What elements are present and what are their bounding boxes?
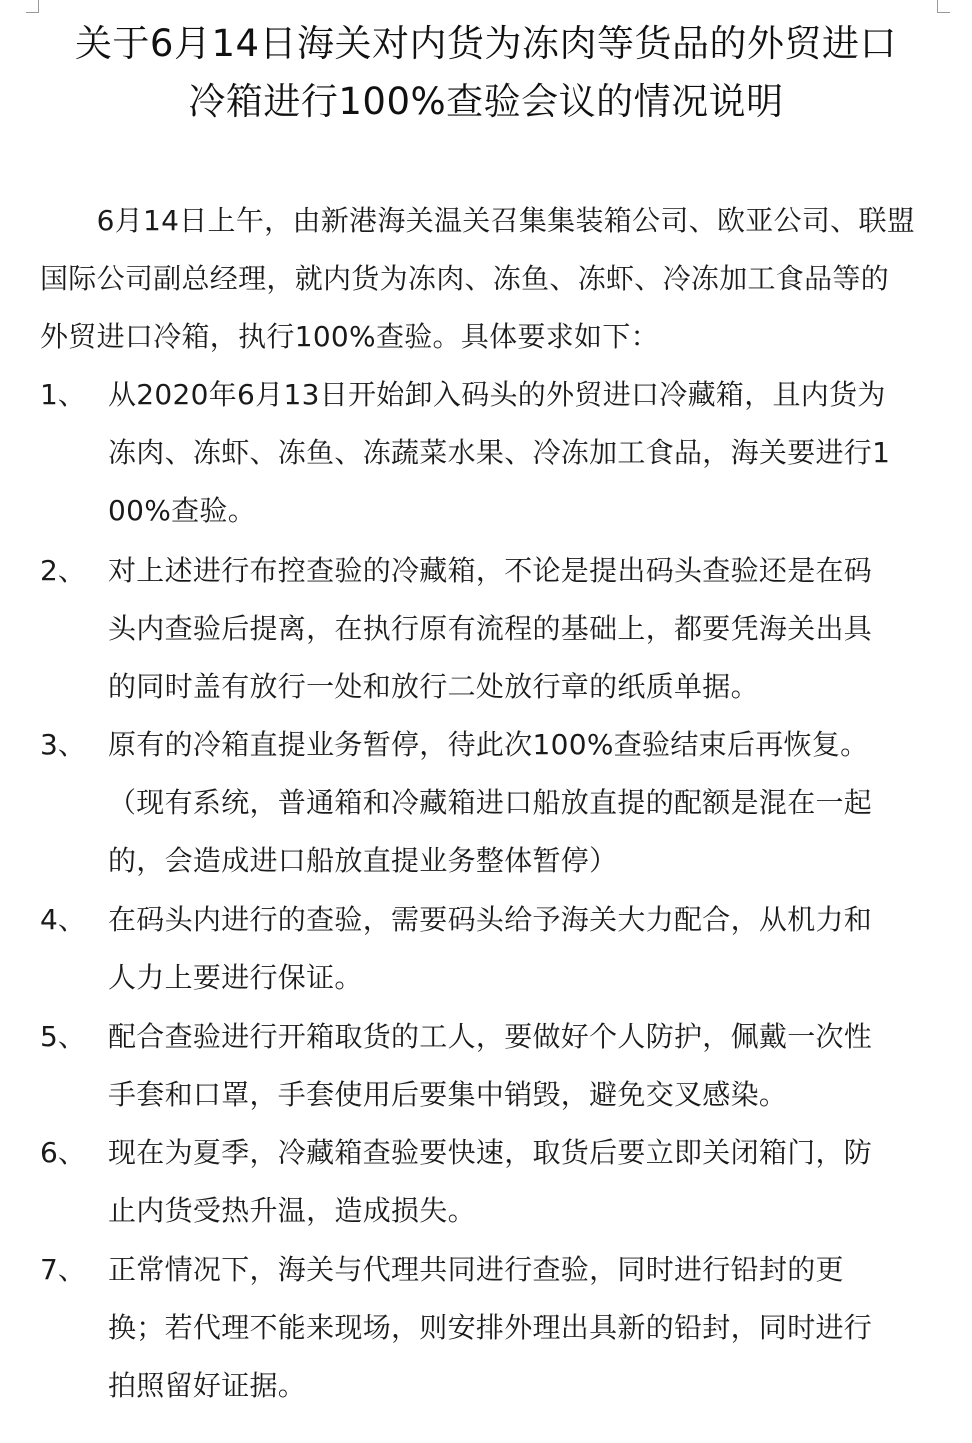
list-item-number: 3、 [40,728,86,761]
list-item-line: 头内查验后提离，在执行原有流程的基础上，都要凭海关出具 [108,612,873,645]
list-item-line: 的同时盖有放行一处和放行二处放行章的纸质单据。 [108,670,759,703]
list-item-line: 从2020年6月13日开始卸入码头的外贸进口冷藏箱，且内货为 [108,378,886,411]
list-item-line: 换；若代理不能来现场，则安排外理出具新的铅封，同时进行 [108,1311,873,1344]
list-item-number: 1、 [40,378,86,411]
list-item-number: 2、 [40,554,86,587]
list-item-number: 6、 [40,1136,86,1169]
list-item-line: 配合查验进行开箱取货的工人，要做好个人防护，佩戴一次性 [108,1020,873,1053]
intro-line: 6月14日上午，由新港海关温关召集集装箱公司、欧亚公司、联盟 [40,204,916,237]
page-corner-mark-right [937,0,950,13]
intro-line: 国际公司副总经理，就内货为冻肉、冻鱼、冻虾、冷冻加工食品等的 [40,262,890,295]
list-item-line: 手套和口罩，手套使用后要集中销毁，避免交叉感染。 [108,1078,788,1111]
list-item-number: 4、 [40,903,86,936]
list-item-line: 原有的冷箱直提业务暂停，待此次100%查验结束后再恢复。 [108,728,869,761]
list-item-line: 人力上要进行保证。 [108,961,363,994]
intro-line: 外贸进口冷箱，执行100%查验。具体要求如下： [40,320,659,353]
list-item-line: 拍照留好证据。 [108,1369,307,1402]
list-item-line: 的，会造成进口船放直提业务整体暂停） [108,844,618,877]
list-item-line: 冻肉、冻虾、冻鱼、冻蔬菜水果、冷冻加工食品，海关要进行1 [108,436,891,469]
page-corner-mark-left [26,0,39,13]
list-item-line: （现有系统，普通箱和冷藏箱进口船放直提的配额是混在一起 [108,786,873,819]
intro-paragraph [40,192,950,366]
list-item-line: 正常情况下，海关与代理共同进行查验，同时进行铅封的更 [108,1253,844,1286]
document-title-line-1: 关于6月14日海关对内货为冻肉等货品的外贸进口 [74,22,898,65]
list-item-number: 5、 [40,1020,86,1053]
list-item-line: 在码头内进行的查验，需要码头给予海关大力配合，从机力和 [108,903,873,936]
list-item-line: 止内货受热升温，造成损失。 [108,1194,476,1227]
list-item-line: 00%查验。 [108,494,257,527]
list-item-number: 7、 [40,1253,86,1286]
list-item-line: 对上述进行布控查验的冷藏箱，不论是提出码头查验还是在码 [108,554,873,587]
document-title-line-2: 冷箱进行100%查验会议的情况说明 [188,80,784,123]
list-item-line: 现在为夏季，冷藏箱查验要快速，取货后要立即关闭箱门，防 [108,1136,873,1169]
